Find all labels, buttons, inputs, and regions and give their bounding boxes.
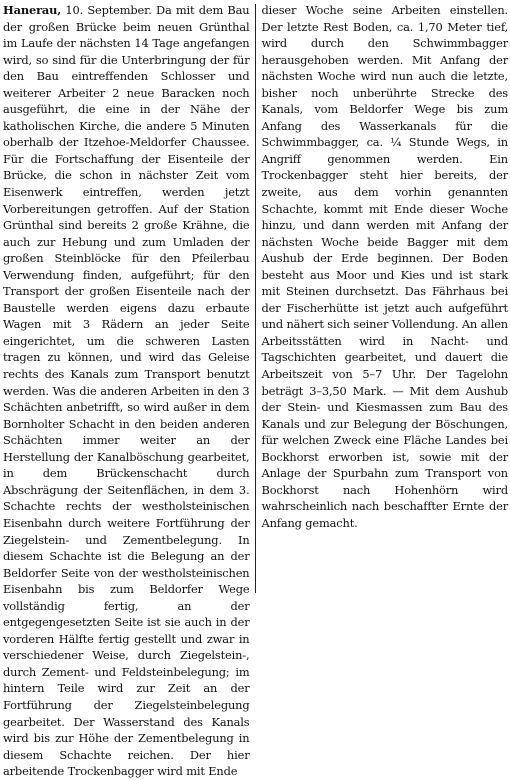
right-column-text: dieser Woche seine Arbeiten einstellen. Der letzte Rest Boden, ca. 1,70 Meter tief, wird durch den Schwimmbagger herausgehoben werden. Mit Anfang der nächsten Woche wird nun auch die letzte, bisher noch unberührte Strecke des Kanals, vom Beldorfer Wege bis zum Anfang des Wasserkanals für die Schwimmbagger, ca. ¼ Stunde Wegs, in Angriff genommen werden. Ein Trockenbagger steht hier bereits, der zweite, aus dem vorhin genannten Schachte, kommt mit Ende dieser Woche hinzu, und dann werden mit Anfang der nächsten Woche beide Bagger mit dem Aushub der Erde beginnen. Der Boden besteht aus Moor und Kies und ist stark mit Steinen durchsetzt. Das Fährhaus bei der Fischerhütte ist jetzt auch aufgeführt und nähert sich seiner Vollendung. An allen Arbeitsstätten wird in Nacht- und Tagschichten gearbeitet, und dauert die Arbeitszeit von 5–7 Uhr. Der Tagelohn beträgt 3–3,50 Mark. — Mit dem Aushub der Stein- und Kiesmassen zum Bau des Kanals und zur Belegung der Böschungen, für welchen Zweck eine Fläche Landes bei Bockhorst erworben ist, sowie mit der Anlage der Spurbahn zum Transport von Bockhorst nach Hohenhörn wird wahrscheinlich nach beschaffter Ernte der Anfang gemacht.	[261, 3, 508, 530]
left-column-text: Da mit dem Bau der großen Brücke beim neuen Grünthal im Laufe der nächsten 14 Tage angefangen wird, so sind für die Unterbringung der für den Bau eintreffenden Schlosser und weiterer Arbeiter 2 neue Baracken noch ausgeführt, die eine in der Nähe der katholischen Kirche, die andere 5 Minuten oberhalb der Itzehoe-Meldorfer Chaussee. Für die Fortschaffung der Eisenteile der Brücke, die schon in nächster Zeit vom Eisenwerk eintreffen, werden jetzt Vorbereitungen getroffen. Auf der Station Grünthal sind bereits 2 große Krähne, die auch zur Hebung und zum Umladen der großen Steinblöcke für den Pfeilerbau Verwendung finden, aufgeführt; für den Transport der großen Eisenteile nach der Baustelle werden eigens dazu erbaute Wagen mit 3 Rädern an jeder Seite eingerichtet, um die schweren Lasten tragen zu können, und wird das Geleise rechts des Kanals zum Transport benutzt werden. Was die anderen Arbeiten in den 3 Schächten anbetrifft, so wird außer in dem Bornholter Schacht in den beiden anderen Schächten immer weiter an der Herstellung der Kanalböschung gearbeitet, in dem Brückenschacht durch Abschrägung der Seitenflächen, in dem 3. Schachte rechts der westholsteinischen Eisenbahn durch weitere Fortführung der Ziegelstein- und Zementbelegung. In diesem Schachte ist die Belegung an der Beldorfer Seite von der westholsteinischen Eisenbahn bis zum Beldorfer Wege vollständig fertig, an der entgegengesetzten Seite ist sie auch in der vorderen Hälfte fertig gestellt und zwar in verschiedener Weise, durch Ziegelstein-, durch Zement- und Feldsteinbelegung; im hintern Teile wird zur Zeit an der Fortführung der Ziegelsteinbelegung gearbeitet. Der Wasserstand des Kanals wird bis zur Höhe der Zementbelegung in diesem Schachte reichen. Der hier arbeitende Trockenbagger wird mit Ende	[3, 3, 250, 779]
dateline-place: Hanerau,	[3, 3, 62, 17]
dateline-date: 10. September.	[65, 3, 152, 17]
article-paragraph-left	[3, 2, 250, 780]
left-column	[3, 2, 255, 779]
right-column	[256, 2, 509, 599]
